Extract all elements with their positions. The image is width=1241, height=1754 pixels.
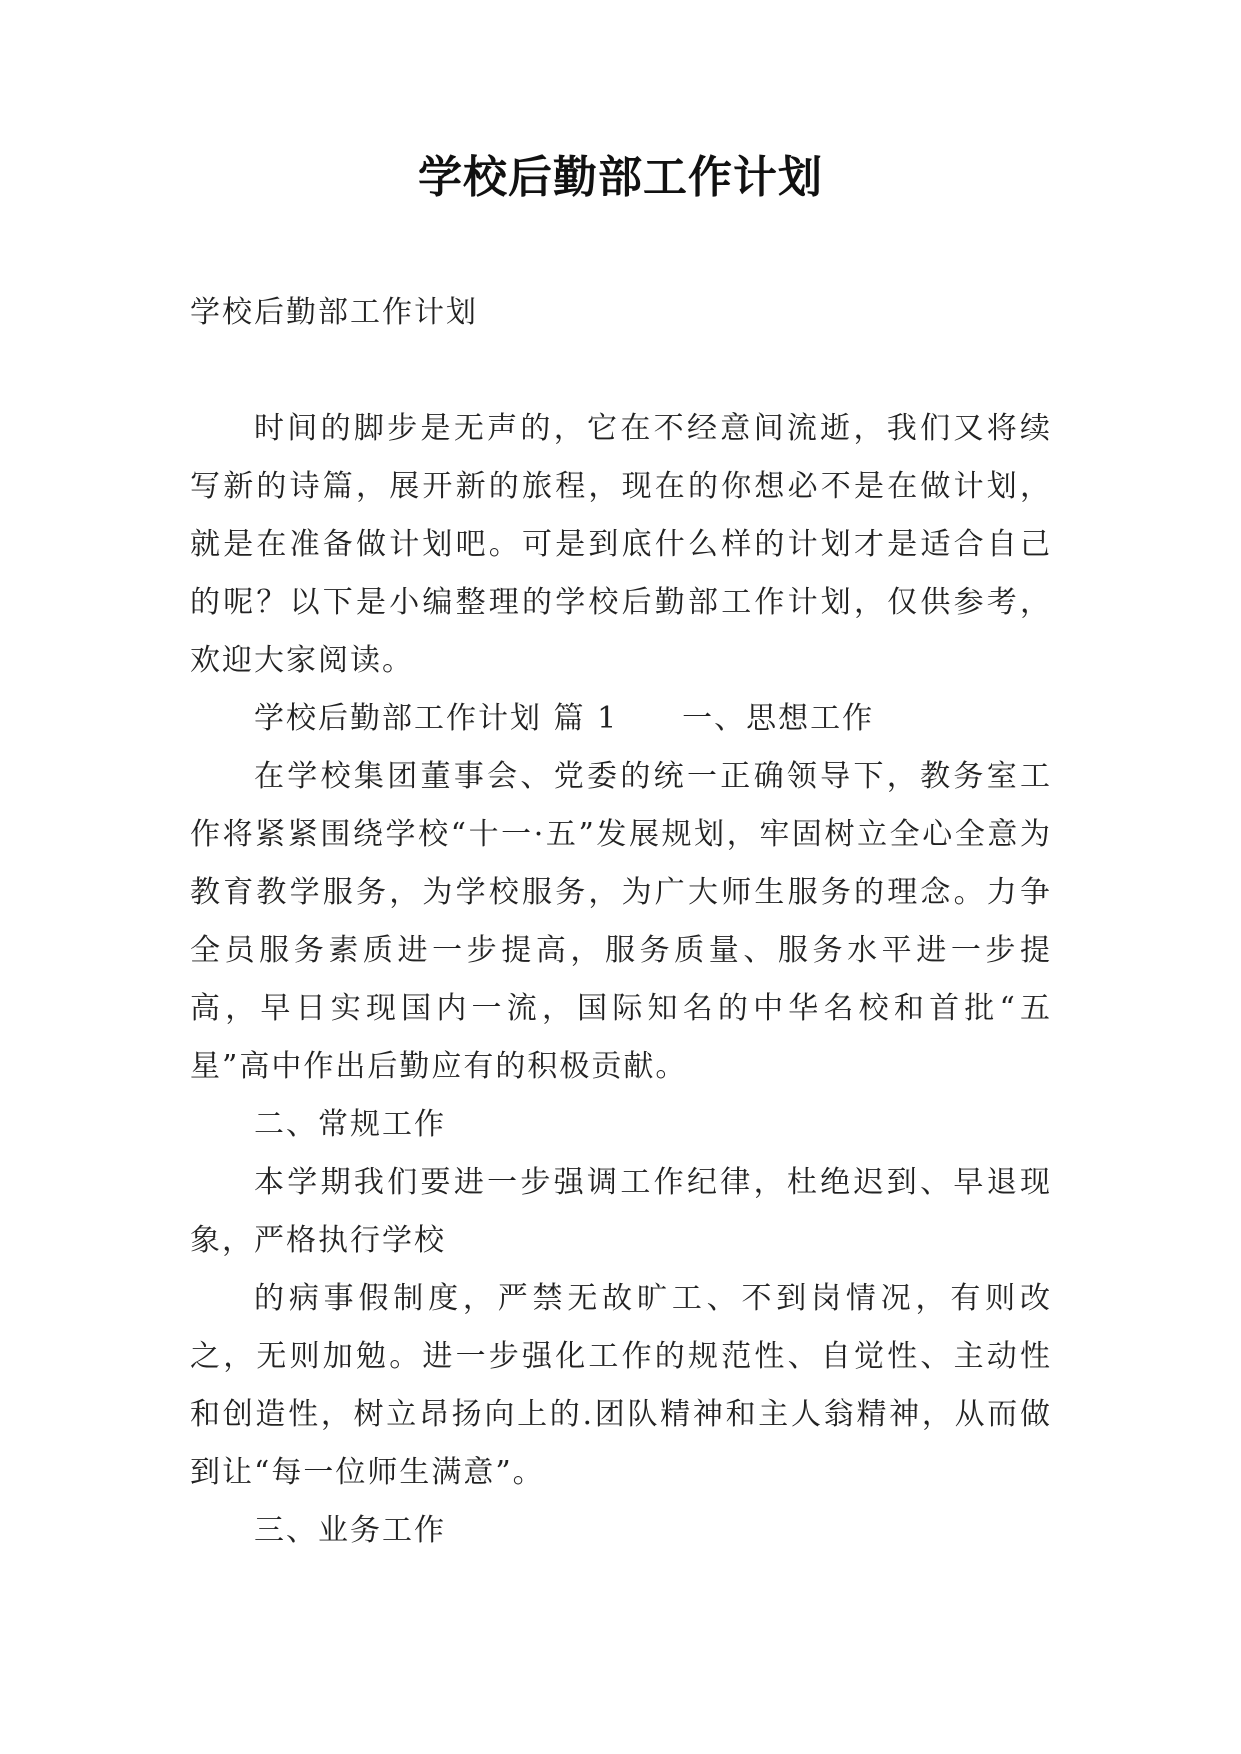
section-heading-1: 学校后勤部工作计划 篇 1 一、思想工作 [254,701,875,736]
paragraph-routine-1: 本学期我们要进一步强调工作纪律，杜绝迟到、早退现象，严格执行学校 [190,1165,1052,1258]
paragraph-ideology: 在学校集团董事会、党委的统一正确领导下，教务室工作将紧紧围绕学校“十一·五”发展规划，牢固树立全心全意为教育教学服务，为学校服务，为广大师生服务的理念。力争全员服务素质进一步提高，服务质量、服务水平进一步提高，早日实现国内一流，国际知名的中华名校和首批“五星”高中作出后勤应有的积极贡献。 [190,759,1052,1084]
document-subtitle: 学校后勤部工作计划 [190,295,478,330]
intro-paragraph: 时间的脚步是无声的，它在不经意间流逝，我们又将续写新的诗篇，展开新的旅程，现在的你想必不是在做计划，就是在准备做计划吧。可是到底什么样的计划才是适合自己的呢？以下是小编整理的学校后勤部工作计划，仅供参考，欢迎大家阅读。 [190,411,1052,678]
section-heading-3: 三、业务工作 [254,1513,446,1548]
paragraph-routine-2: 的病事假制度，严禁无故旷工、不到岗情况，有则改之，无则加勉。进一步强化工作的规范性、自觉性、主动性和创造性，树立昂扬向上的.团队精神和主人翁精神，从而做到让“每一位师生满意”。 [190,1281,1052,1490]
document-body [190,400,1052,1560]
section-heading-2: 二、常规工作 [254,1107,446,1142]
document-title: 学校后勤部工作计划 [418,152,823,203]
